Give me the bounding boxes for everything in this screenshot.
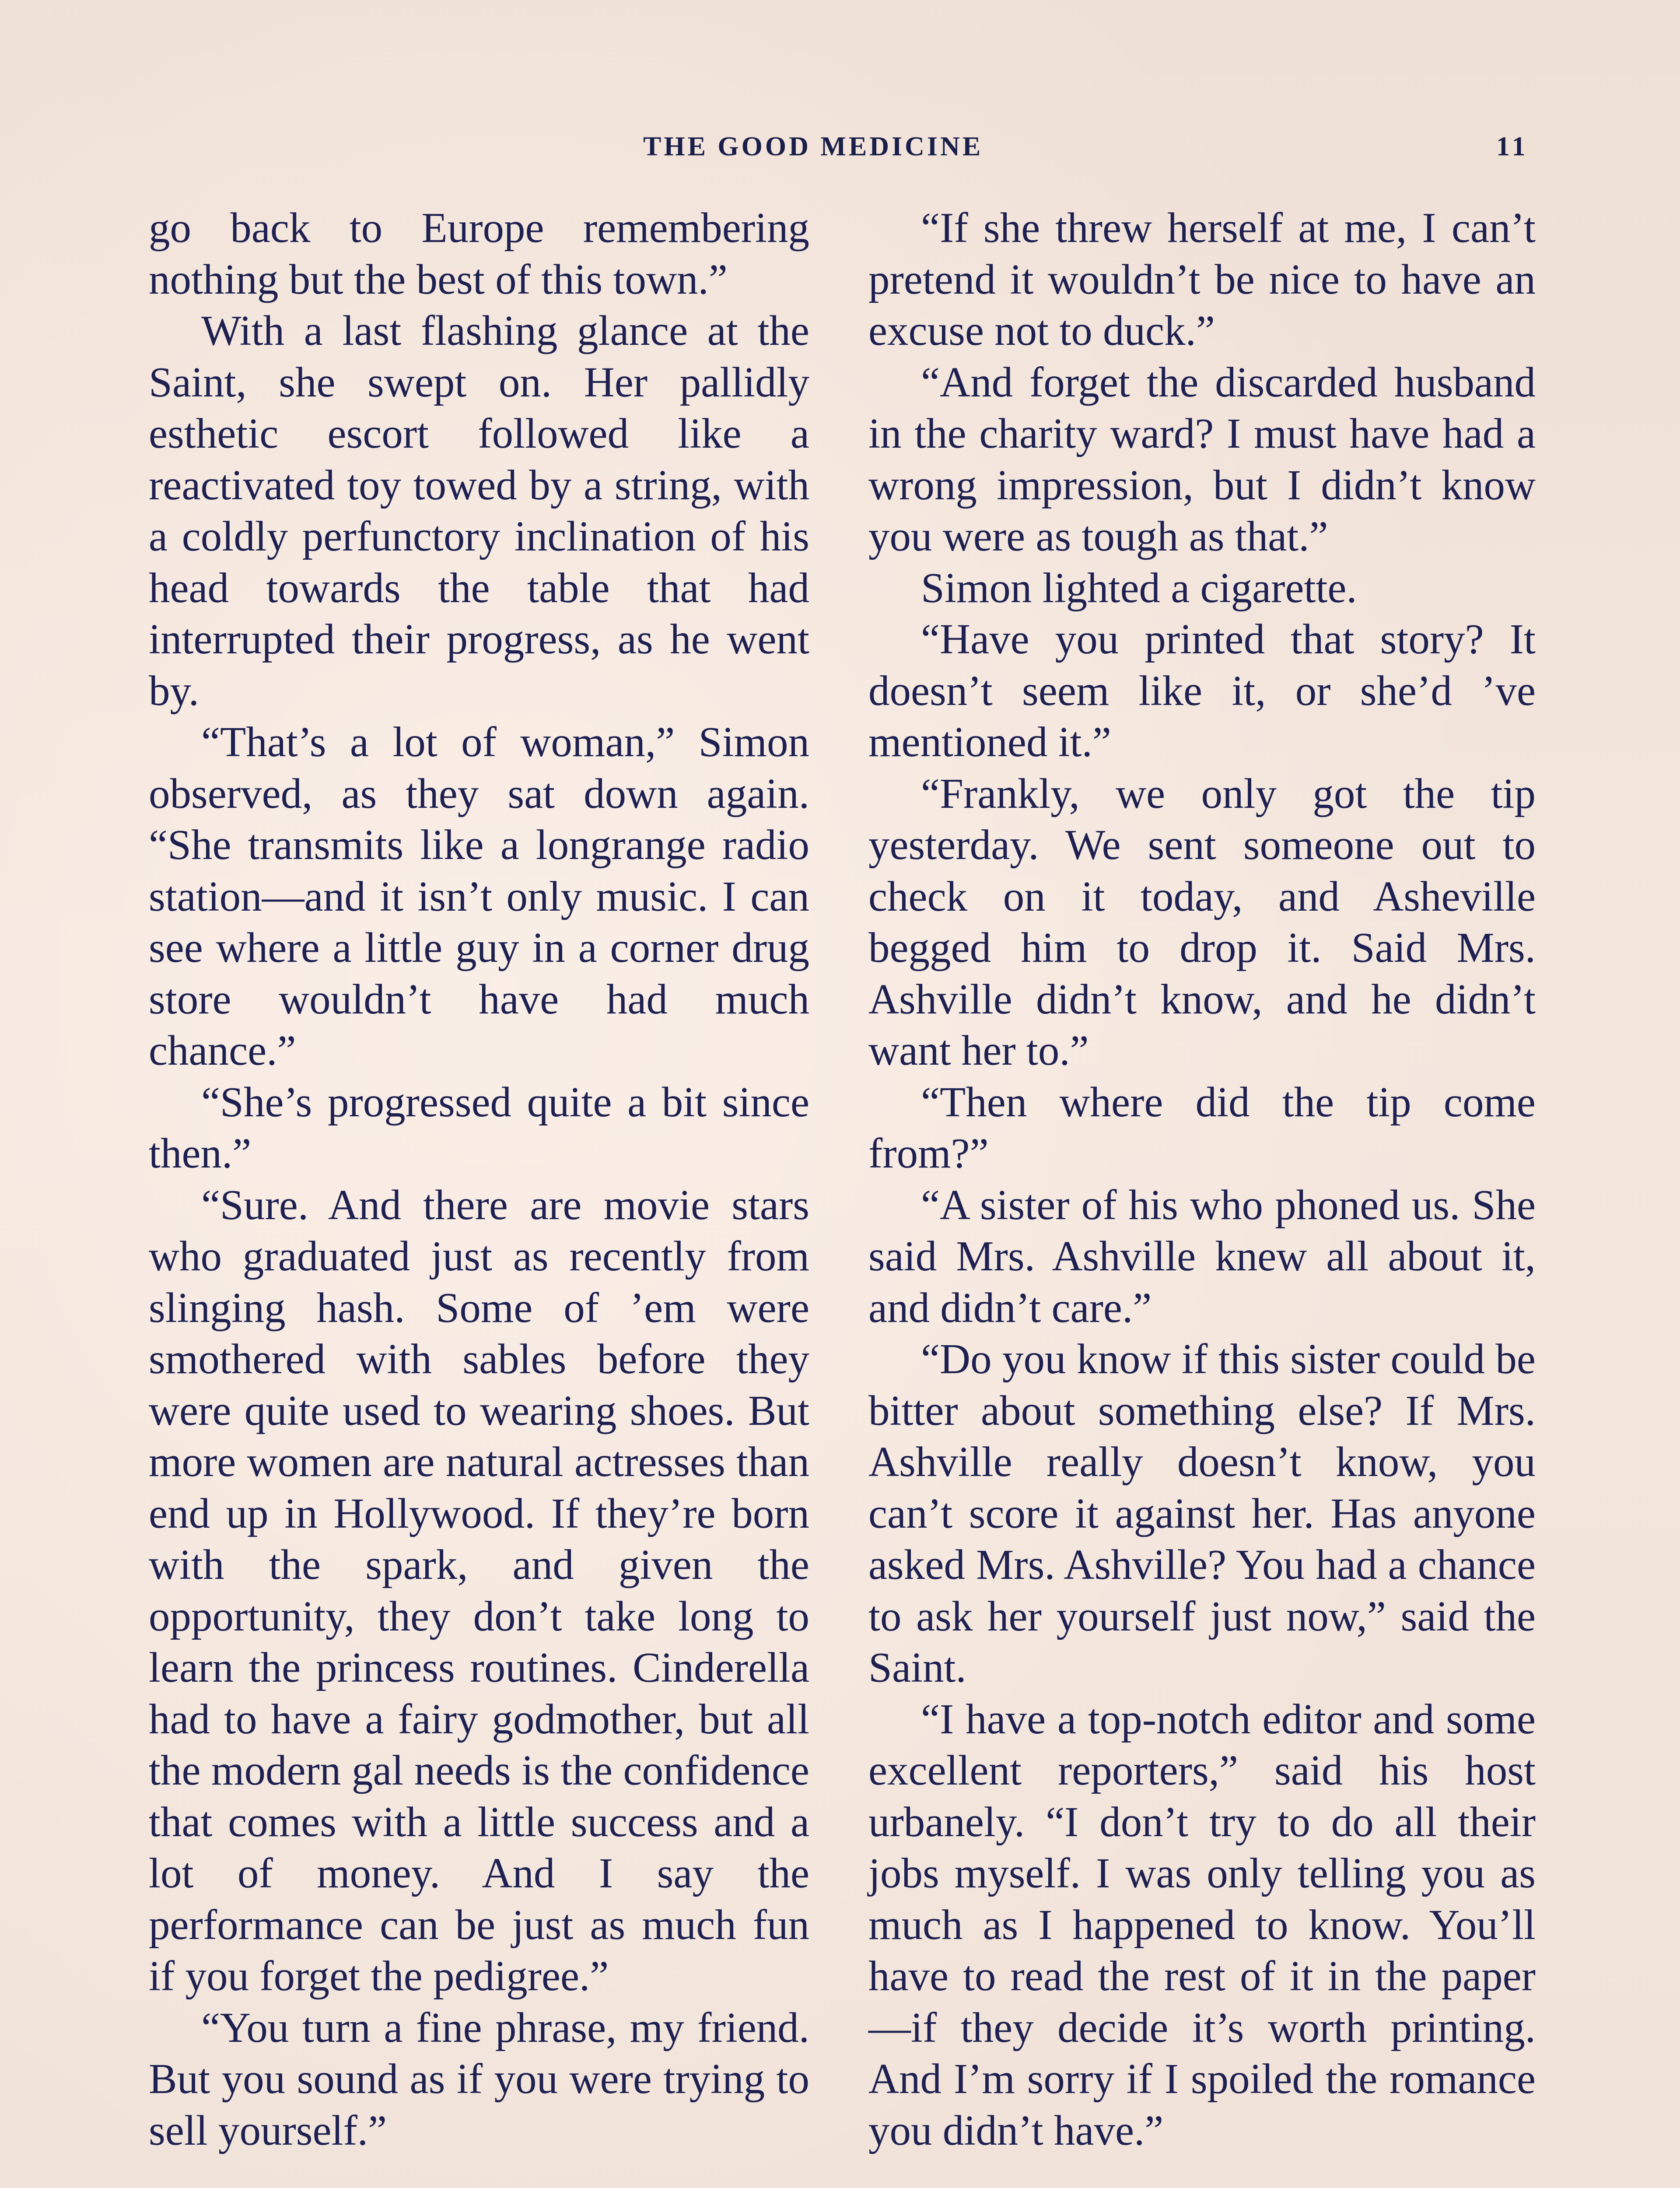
paragraph: Simon lighted a cigarette. <box>921 564 1357 611</box>
paragraph: “You turn a fine phrase, my friend. But you sound as if you were trying to sell yourself.” <box>149 2004 809 2154</box>
paragraph: With a last flashing glance at the Saint, she swept on. Her pallidly esthetic escort followed like a reactivated toy towed by a string, with a coldly perfunctory inclination of his head towards the table that had interrupted their progress, as he went by. <box>149 307 809 714</box>
paragraph: “Do you know if this sister could be bitter about something else? If Mrs. Ashville really doesn’t know, you can’t score it against her. Has anyone asked Mrs. Ashville? You had a chance to ask her yourself just now,” said the Saint. <box>868 1336 1536 1691</box>
running-head: THE GOOD MEDICINE <box>643 132 984 161</box>
paragraph: “If she threw herself at me, I can’t pretend it wouldn’t be nice to have an excuse not to duck.” <box>868 204 1536 354</box>
paragraph: “That’s a lot of woman,” Simon observed, as they sat down again. “She transmits like a longrange radio station—and it isn’t only music. I can see where a little guy in a corner drug store wouldn’t have had much chance.” <box>149 719 809 1074</box>
right-text-column <box>868 202 1536 2156</box>
paragraph: “A sister of his who phoned us. She said Mrs. Ashville knew all about it, and didn’t care.” <box>868 1181 1536 1331</box>
paragraph: “Sure. And there are movie stars who graduated just as recently from slinging hash. Some of ’em were smothered with sables before they were quite used to wearing shoes. But more women are natural actresses than end up in Hollywood. If they’re born with the spark, and given the opportunity, they don’t take long to learn the princess routines. Cinderella had to have a fairy godmother, but all the modern gal needs is the confidence that comes with a little success and a lot of money. And I say the performance can be just as much fun if you forget the pedigree.” <box>149 1181 809 1999</box>
paragraph: “She’s progressed quite a bit since then.” <box>149 1078 809 1177</box>
paragraph: go back to Europe remembering nothing but the best of this town.” <box>149 204 809 303</box>
paragraph: “Frankly, we only got the tip yesterday. We sent someone out to check on it today, and Asheville begged him to drop it. Said Mrs. Ashville didn’t know, and he didn’t want her to.” <box>868 770 1536 1074</box>
paragraph: “And forget the discarded husband in the charity ward? I must have had a wrong impression, but I didn’t know you were as tough as that.” <box>868 358 1536 560</box>
page-number: 11 <box>1496 132 1529 161</box>
paragraph: “I have a top-notch editor and some excellent reporters,” said his host urbanely. “I don’t try to do all their jobs myself. I was only telling you as much as I happened to know. You’ll have to read the rest of it in the paper —if they decide it’s worth printing. And I’m sorry if I spoiled the romance you didn’t have.” <box>868 1695 1536 2154</box>
left-text-column <box>149 202 809 2156</box>
paragraph: “Then where did the tip come from?” <box>868 1078 1536 1177</box>
paragraph: “Have you printed that story? It doesn’t seem like it, or she’d ’ve mentioned it.” <box>868 616 1536 765</box>
